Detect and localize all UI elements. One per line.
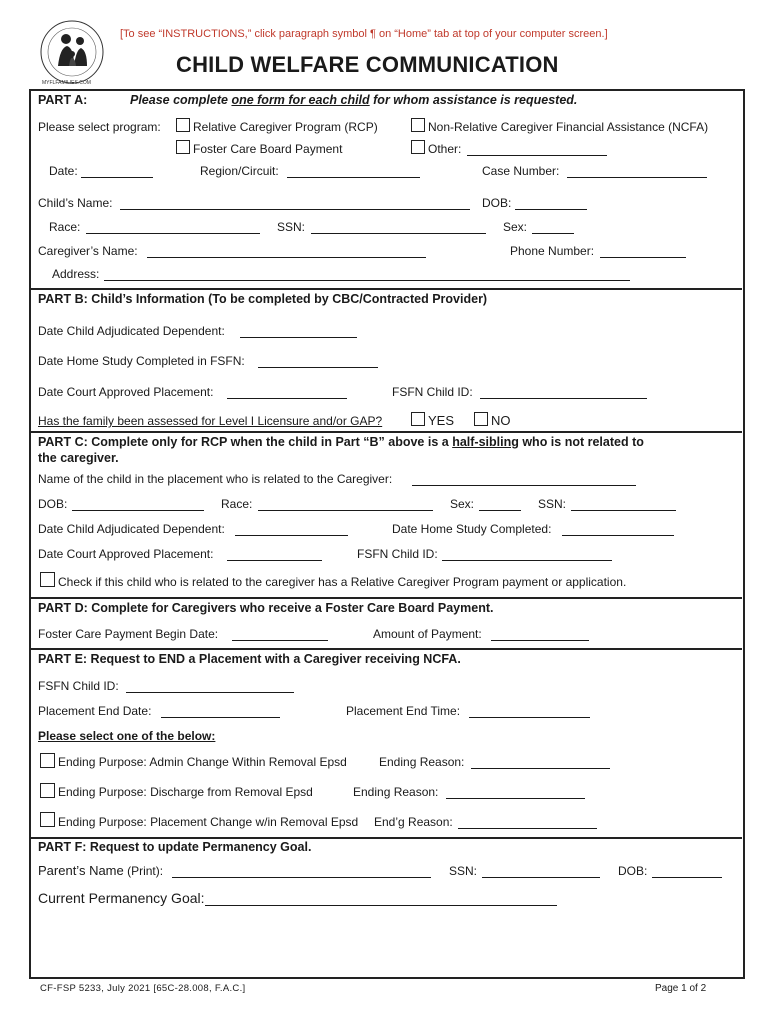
divider-e — [30, 648, 742, 650]
address-label: Address: — [52, 267, 100, 281]
c-race-label: Race: — [221, 497, 253, 511]
caregivers-name-label: Caregiver’s Name: — [38, 244, 138, 258]
c-adjudicated-field[interactable] — [235, 535, 348, 536]
purpose1-label: Ending Purpose: Admin Change Within Removal Epsd — [58, 755, 347, 769]
c-dob-label: DOB: — [38, 497, 68, 511]
divider-d — [30, 597, 742, 599]
date-field[interactable] — [81, 177, 153, 178]
ncfa-checkbox[interactable] — [411, 118, 425, 132]
dob-label: DOB: — [482, 196, 512, 210]
permanency-goal-field[interactable] — [205, 905, 557, 906]
b-fsfn-id-label: FSFN Child ID: — [392, 385, 473, 399]
permanency-goal-label: Current Permanency Goal: — [38, 890, 205, 906]
ncfa-label: Non-Relative Caregiver Financial Assistance (NCFA) — [428, 120, 709, 134]
sex-label: Sex: — [503, 220, 528, 234]
related-rcp-label: Check if this child who is related to the caregiver has a Relative Caregiver Program payment or application. — [58, 575, 627, 589]
e-fsfn-id-label: FSFN Child ID: — [38, 679, 119, 693]
other-checkbox[interactable] — [411, 140, 425, 154]
reason2-field[interactable] — [446, 798, 585, 799]
c-related-name-field[interactable] — [412, 485, 636, 486]
c-court-approved-field[interactable] — [227, 560, 322, 561]
divider-b — [30, 288, 742, 290]
logo-caption: MYFLFAMILIES.COM — [42, 80, 91, 86]
part-f-header: PART F: Request to update Permanency Goal. — [38, 840, 312, 854]
f-dob-label: DOB: — [618, 864, 648, 878]
b-home-study-field[interactable] — [258, 367, 378, 368]
f-ssn-field[interactable] — [482, 877, 600, 878]
c-dob-field[interactable] — [72, 510, 204, 511]
b-fsfn-id-field[interactable] — [480, 398, 647, 399]
b-court-approved-label: Date Court Approved Placement: — [38, 385, 214, 399]
reason1-field[interactable] — [471, 768, 610, 769]
assessed-yes-checkbox[interactable] — [411, 412, 425, 426]
region-label: Region/Circuit: — [200, 164, 279, 178]
select-program-label: Please select program: — [38, 120, 161, 134]
case-number-label: Case Number: — [482, 164, 560, 178]
b-adjudicated-label: Date Child Adjudicated Dependent: — [38, 324, 225, 338]
c-ssn-label: SSN: — [538, 497, 567, 511]
rcp-label: Relative Caregiver Program (RCP) — [193, 120, 378, 134]
c-sex-field[interactable] — [479, 510, 521, 511]
phone-label: Phone Number: — [510, 244, 595, 258]
c-sex-label: Sex: — [450, 497, 475, 511]
reason3-field[interactable] — [458, 828, 597, 829]
reason3-label: End’g Reason: — [374, 815, 453, 829]
other-field[interactable] — [467, 155, 607, 156]
c-race-field[interactable] — [258, 510, 433, 511]
divider-c — [30, 431, 742, 433]
caregivers-name-field[interactable] — [147, 257, 426, 258]
part-c-header-line2: the caregiver. — [38, 451, 119, 465]
e-end-date-field[interactable] — [161, 717, 280, 718]
purpose3-label: Ending Purpose: Placement Change w/in Removal Epsd — [58, 815, 359, 829]
foster-care-label: Foster Care Board Payment — [193, 142, 343, 156]
e-end-time-label: Placement End Time: — [346, 704, 461, 718]
purpose1-checkbox[interactable] — [40, 753, 55, 768]
purpose3-checkbox[interactable] — [40, 812, 55, 827]
assessed-no-checkbox[interactable] — [474, 412, 488, 426]
c-fsfn-id-field[interactable] — [442, 560, 612, 561]
foster-care-checkbox[interactable] — [176, 140, 190, 154]
part-d-header: PART D: Complete for Caregivers who receive a Foster Care Board Payment. — [38, 601, 494, 615]
other-label: Other: — [428, 142, 462, 156]
reason2-label: Ending Reason: — [353, 785, 439, 799]
part-e-header: PART E: Request to END a Placement with a Caregiver receiving NCFA. — [38, 652, 461, 666]
c-adjudicated-label: Date Child Adjudicated Dependent: — [38, 522, 225, 536]
phone-field[interactable] — [600, 257, 686, 258]
d-amount-label: Amount of Payment: — [373, 627, 482, 641]
c-home-study-label: Date Home Study Completed: — [392, 522, 552, 536]
page-title: CHILD WELFARE COMMUNICATION — [176, 52, 559, 77]
c-related-name-label: Name of the child in the placement who is related to the Caregiver: — [38, 472, 393, 486]
f-dob-field[interactable] — [652, 877, 722, 878]
part-b-header: PART B: Child’s Information (To be completed by CBC/Contracted Provider) — [38, 292, 488, 306]
address-field[interactable] — [104, 280, 630, 281]
c-ssn-field[interactable] — [571, 510, 676, 511]
e-end-time-field[interactable] — [469, 717, 590, 718]
e-fsfn-id-field[interactable] — [126, 692, 294, 693]
purpose2-label: Ending Purpose: Discharge from Removal Epsd — [58, 785, 313, 799]
f-ssn-label: SSN: — [449, 864, 478, 878]
rcp-checkbox[interactable] — [176, 118, 190, 132]
childs-name-label: Child’s Name: — [38, 196, 113, 210]
dob-field[interactable] — [515, 209, 587, 210]
e-end-date-label: Placement End Date: — [38, 704, 152, 718]
ssn-field[interactable] — [311, 233, 486, 234]
instructions-note: [To see “INSTRUCTIONS,” click paragraph symbol ¶ on “Home” tab at top of your computer screen.] — [120, 28, 608, 40]
case-number-field[interactable] — [567, 177, 707, 178]
b-court-approved-field[interactable] — [227, 398, 347, 399]
sex-field[interactable] — [532, 233, 574, 234]
c-fsfn-id-label: FSFN Child ID: — [357, 547, 438, 561]
d-begin-date-label: Foster Care Payment Begin Date: — [38, 627, 219, 641]
reason1-label: Ending Reason: — [379, 755, 465, 769]
b-adjudicated-field[interactable] — [240, 337, 357, 338]
parents-name-field[interactable] — [172, 877, 431, 878]
divider-f — [30, 837, 742, 839]
related-rcp-checkbox[interactable] — [40, 572, 55, 587]
b-home-study-label: Date Home Study Completed in FSFN: — [38, 354, 245, 368]
childs-name-field[interactable] — [120, 209, 470, 210]
form-id: CF-FSP 5233, July 2021 [65C-28.008, F.A.C.] — [40, 983, 246, 994]
c-home-study-field[interactable] — [562, 535, 674, 536]
parents-name-label: Parent’s Name (Print): — [38, 863, 164, 878]
page-number: Page 1 of 2 — [655, 983, 707, 994]
part-a-intro: Please complete one form for each child for whom assistance is requested. — [130, 93, 578, 107]
assessed-no-label: NO — [491, 413, 511, 428]
part-c-header: PART C: Complete only for RCP when the child in Part “B” above is a half-sibling who is not related to — [38, 435, 644, 449]
dcf-seal-logo — [36, 18, 108, 90]
race-label: Race: — [49, 220, 81, 234]
select-one-label: Please select one of the below: — [38, 729, 216, 743]
part-a-label: PART A: — [38, 93, 88, 107]
ssn-label: SSN: — [277, 220, 306, 234]
purpose2-checkbox[interactable] — [40, 783, 55, 798]
race-field[interactable] — [86, 233, 260, 234]
region-field[interactable] — [287, 177, 420, 178]
date-label: Date: — [49, 164, 78, 178]
assessed-yes-label: YES — [428, 413, 455, 428]
assessed-question: Has the family been assessed for Level I Licensure and/or GAP? — [38, 414, 383, 428]
d-begin-date-field[interactable] — [232, 640, 328, 641]
d-amount-field[interactable] — [491, 640, 589, 641]
c-court-approved-label: Date Court Approved Placement: — [38, 547, 214, 561]
